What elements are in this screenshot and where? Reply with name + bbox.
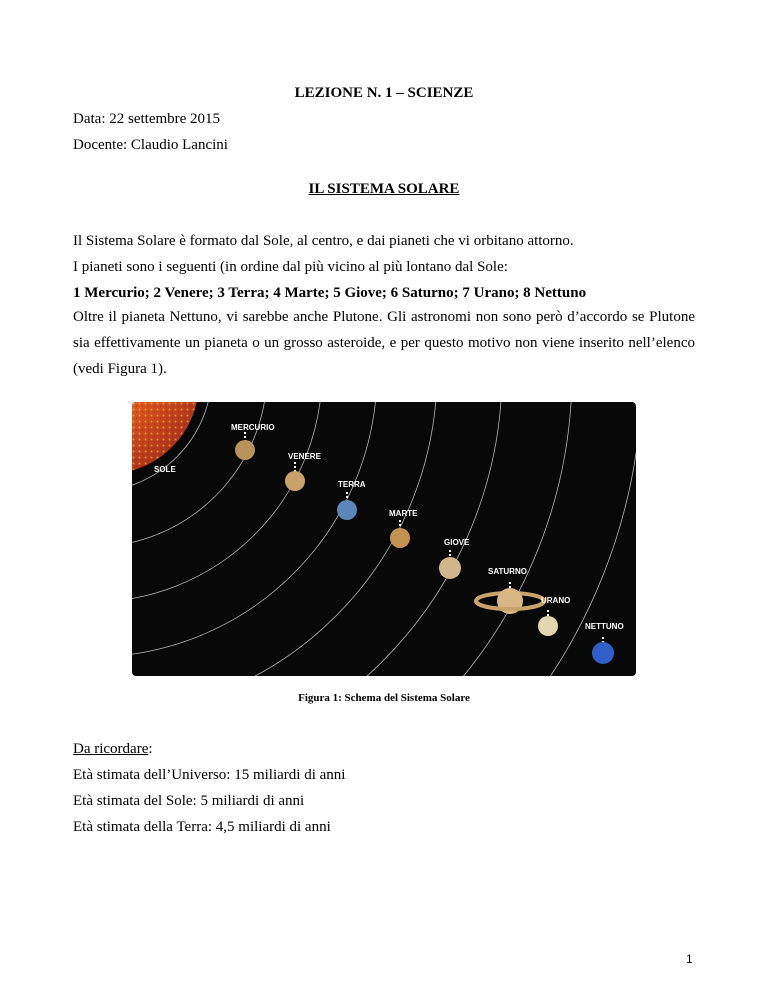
neptune-planet (592, 642, 614, 664)
remember-item-sun: Età stimata del Sole: 5 miliardi di anni (73, 793, 305, 809)
label-sun: SOLE (154, 465, 176, 474)
remember-item-earth: Età stimata della Terra: 4,5 miliardi di anni (73, 819, 331, 835)
intro-line-2: I pianeti sono i seguenti (in ordine dal più vicino al più lontano dal Sole: (73, 259, 508, 275)
label-venus: VENERE (288, 452, 321, 461)
remember-heading-text: Da ricordare (73, 741, 149, 757)
label-jupiter: GIOVE (444, 538, 470, 547)
remember-item-universe: Età stimata dell’Universo: 15 miliardi di anni (73, 767, 346, 783)
remember-heading-colon: : (148, 741, 153, 757)
solar-system-figure (132, 402, 636, 676)
mercury-planet (235, 440, 255, 460)
label-uranus: URANO (541, 596, 571, 605)
mars-planet (390, 528, 410, 548)
earth-planet (337, 500, 357, 520)
pluto-paragraph: Oltre il pianeta Nettuno, vi sarebbe anche Plutone. Gli astronomi non sono però d’accordo se Plutone sia effettivamente un pianeta o un grosso asteroide, e per questo motivo non viene inserito nell’elenco (vedi Figura 1). (73, 309, 695, 377)
lesson-date: Data: 22 settembre 2015 (73, 111, 221, 127)
uranus-planet (538, 616, 558, 636)
section-title: IL SISTEMA SOLARE (308, 181, 460, 197)
figure-caption: Figura 1: Schema del Sistema Solare (298, 692, 470, 704)
remember-heading (73, 740, 153, 758)
label-earth: TERRA (338, 480, 366, 489)
lesson-teacher: Docente: Claudio Lancini (73, 137, 228, 153)
intro-line-1: Il Sistema Solare è formato dal Sole, al centro, e dai pianeti che vi orbitano attorno. (73, 233, 574, 249)
venus-planet (285, 471, 305, 491)
label-mercury: MERCURIO (231, 423, 275, 432)
label-neptune: NETTUNO (585, 622, 624, 631)
figure-background (132, 402, 636, 676)
label-mars: MARTE (389, 509, 418, 518)
lesson-title: LEZIONE N. 1 – SCIENZE (294, 85, 474, 101)
page-number: 1 (686, 952, 693, 966)
planet-list: 1 Mercurio; 2 Venere; 3 Terra; 4 Marte; 5 Giove; 6 Saturno; 7 Urano; 8 Nettuno (73, 285, 587, 301)
label-saturn: SATURNO (488, 567, 527, 576)
jupiter-planet (439, 557, 461, 579)
